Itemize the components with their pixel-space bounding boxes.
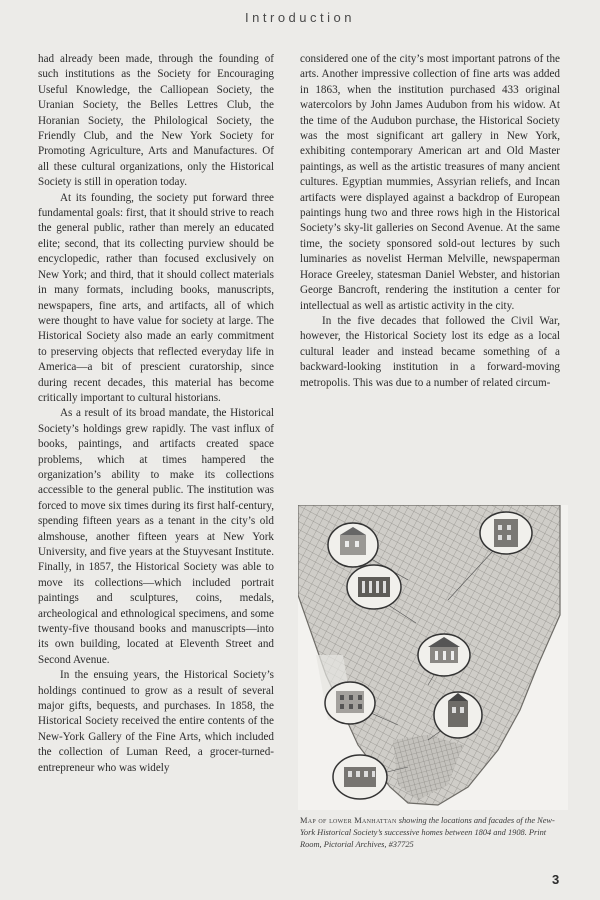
paragraph: In the ensuing years, the Historical Society’s holdings continued to grow as a result of several major gifts, bequests, and purchases. In 1858, the Historical Society received the entire contents of the New-York Gallery of the Fine Arts, which included the collection of Luman Reed, a grocer-turned-entrepreneur who was widely [38,669,274,774]
paragraph: At its founding, the society put forward three fundamental goals: first, that it should strive to reach the general public, rather than merely an educated elite; second, that its collecting purview should be encyclopedic, rather than focused exclusively on New York; and third, that it should collect materials in many formats, including books, manuscripts, newspapers, fine arts, and artifacts, all of which were thought to have value for society at large. The Historical Society also made an early commitment to preserving objects that reflected everyday life in America—a bit of prescient curatorship, since during recent decades, this material has become critically important to cultural historians. [38,191,274,404]
map-figure [298,505,568,810]
page-number: 3 [552,872,560,887]
caption-text: showing the locations and facades of the New-York Historical Society’s successive homes between 1804 and 1908. Print Room, Pictorial Archives, #37725 [300,816,555,849]
paragraph: As a result of its broad mandate, the Historical Society’s holdings grew rapidly. The vast influx of books, paintings, and artifacts created space problems, which at times hampered the organization’s ability to make its collections accessible to the general public. The institution was forced to move six times during its first half-century, spending fifteen years as a tenant in the city’s old almshouse, another fifteen years at New York University, and five years at the Stuyvesant Institute. Finally, in 1857, the Historical Society was able to move its collections—which included portrait paintings and sculptures, coins, medals, archeological and ethnological specimens, and some twenty-five thousand books and manuscripts—into its own building, located at Eleventh Street and Second Avenue. [38,407,274,666]
figure-caption [300,815,562,851]
building-medallion-7 [333,755,387,799]
running-header: Introduction [245,10,355,25]
building-medallion-3 [347,565,401,609]
caption-lead: Map of lower Manhattan [300,816,397,825]
lower-manhattan-map [298,505,568,810]
building-medallion-6 [434,692,482,738]
paragraph: had already been made, through the founding of such institutions as the Society for Encouraging Useful Knowledge, the Calliopean Society, the Uranian Society, the Belles Lettres Club, the Horanian Society, the Philological Society, the Friendly Club, and the New York Society for Promoting Agriculture, Arts and Manufactures. Of all these cultural organizations, only the Historical Society is still in operation today. [38,53,274,189]
paragraph: In the five decades that followed the Civil War, however, the Historical Society lost its edge as a local cultural leader and instead became something of a backward-looking institution in a forward-moving metropolis. This was due to a number of related circum- [300,314,560,389]
building-medallion-1 [328,523,378,567]
building-medallion-2 [480,512,532,554]
building-medallion-4 [418,634,470,676]
right-text-column [300,52,560,391]
building-medallion-5 [325,682,375,724]
paragraph: considered one of the city’s most important patrons of the arts. Another impressive collection of fine arts was added in 1863, when the institution purchased 433 original watercolors by John James Audubon from his widow. At the time of the Audubon purchase, the Historical Society was the most significant art gallery in New York, exhibiting contemporary American art and Old Master paintings, as well as the artistic treasures of many ancient cultures. Egyptian mummies, Assyrian reliefs, and Incan artifacts were displayed against a backdrop of European paintings hung two and three rows high in the Historical Society’s sky-lit galleries on Second Avenue. At the same time, the society sponsored sold-out lectures by such luminaries as novelist Herman Melville, newspaperman Horace Greeley, statesman Daniel Webster, and historian George Bancroft, rendering the institution a center for intellectual as well as artistic activity in the city. [300,53,560,312]
left-text-column [38,52,274,776]
